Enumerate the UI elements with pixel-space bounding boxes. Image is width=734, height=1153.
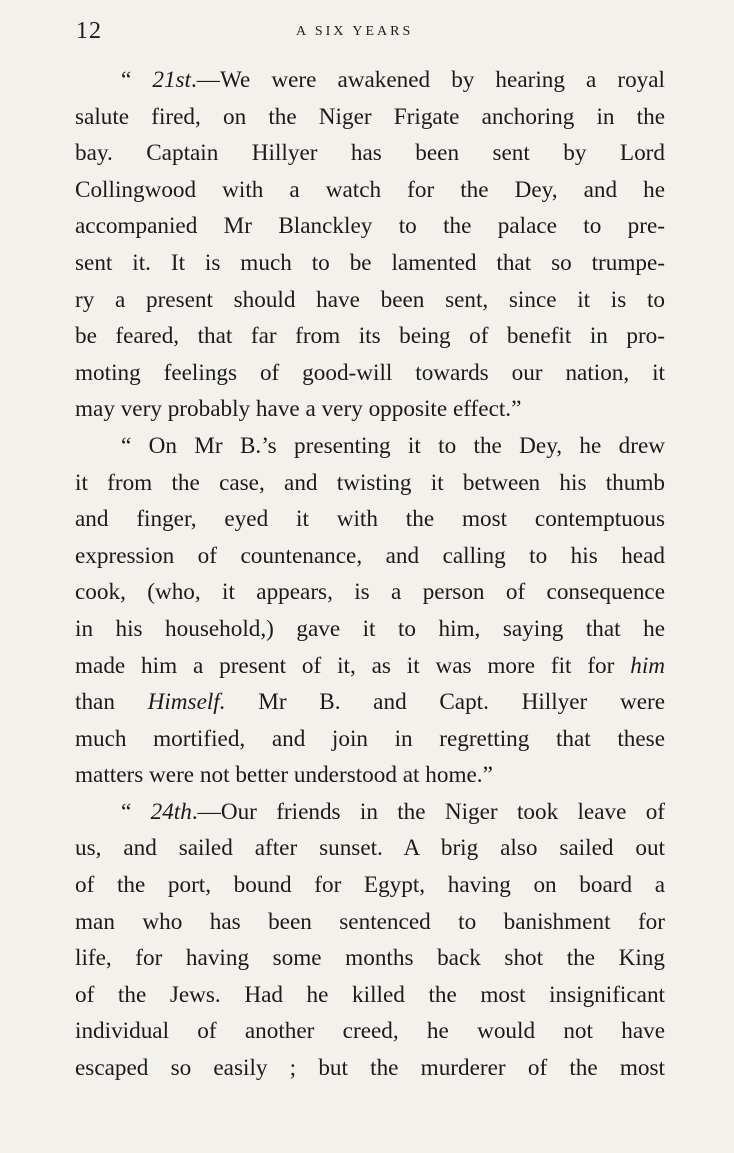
text-line: expression of countenance, and calling to his head: [75, 542, 665, 569]
text-line: be feared, that far from its being of benefit in pro-: [75, 323, 665, 350]
text-line: man who has been sentenced to banishment for: [75, 908, 665, 935]
page-number: 12: [76, 18, 102, 44]
text-line: bay. Captain Hillyer has been sent by Lord: [75, 140, 665, 167]
text-line: “ On Mr B.’s presenting it to the Dey, he drew: [121, 432, 665, 459]
paragraph-24th: [75, 794, 665, 1087]
text-line: individual of another creed, he would not have: [75, 1018, 665, 1045]
text-line: may very probably have a very opposite effect.”: [75, 396, 522, 423]
paragraph-dey-watch: [75, 428, 665, 794]
text-line: accompanied Mr Blanckley to the palace to pre-: [75, 213, 665, 240]
text-line: than Himself. Mr B. and Capt. Hillyer were: [75, 689, 666, 716]
text-line: “ 21st.—We were awakened by hearing a royal: [121, 67, 665, 93]
page-header: [76, 18, 666, 48]
text-line: and finger, eyed it with the most contemptuous: [75, 506, 665, 533]
text-line: in his household,) gave it to him, saying that he: [75, 615, 665, 642]
text-line: cook, (who, it appears, is a person of consequence: [75, 579, 665, 606]
text-line: much mortified, and join in regretting that these: [75, 725, 665, 752]
text-line: moting feelings of good-will towards our nation, it: [75, 359, 665, 386]
text-line: Collingwood with a watch for the Dey, and he: [75, 176, 665, 203]
text-line: of the Jews. Had he killed the most insignificant: [75, 981, 665, 1008]
paragraph-21st: [75, 62, 665, 428]
text-line: made him a present of it, as it was more fit for him: [75, 652, 665, 679]
text-line: life, for having some months back shot the King: [75, 945, 665, 972]
text-line: matters were not better understood at home.”: [75, 762, 493, 789]
text-line: it from the case, and twisting it between his thumb: [75, 469, 665, 496]
body-text: [75, 62, 665, 1087]
text-line: of the port, bound for Egypt, having on board a: [75, 872, 665, 899]
text-line: escaped so easily ; but the murderer of the most: [75, 1055, 665, 1082]
text-line: us, and sailed after sunset. A brig also sailed out: [75, 835, 665, 862]
text-line: ry a present should have been sent, since it is to: [75, 286, 665, 313]
running-head: A SIX YEARS: [296, 24, 414, 39]
text-line: salute fired, on the Niger Frigate anchoring in the: [75, 103, 665, 130]
text-line: “ 24th.—Our friends in the Niger took leave of: [121, 798, 666, 825]
text-line: sent it. It is much to be lamented that so trumpe-: [75, 249, 665, 276]
